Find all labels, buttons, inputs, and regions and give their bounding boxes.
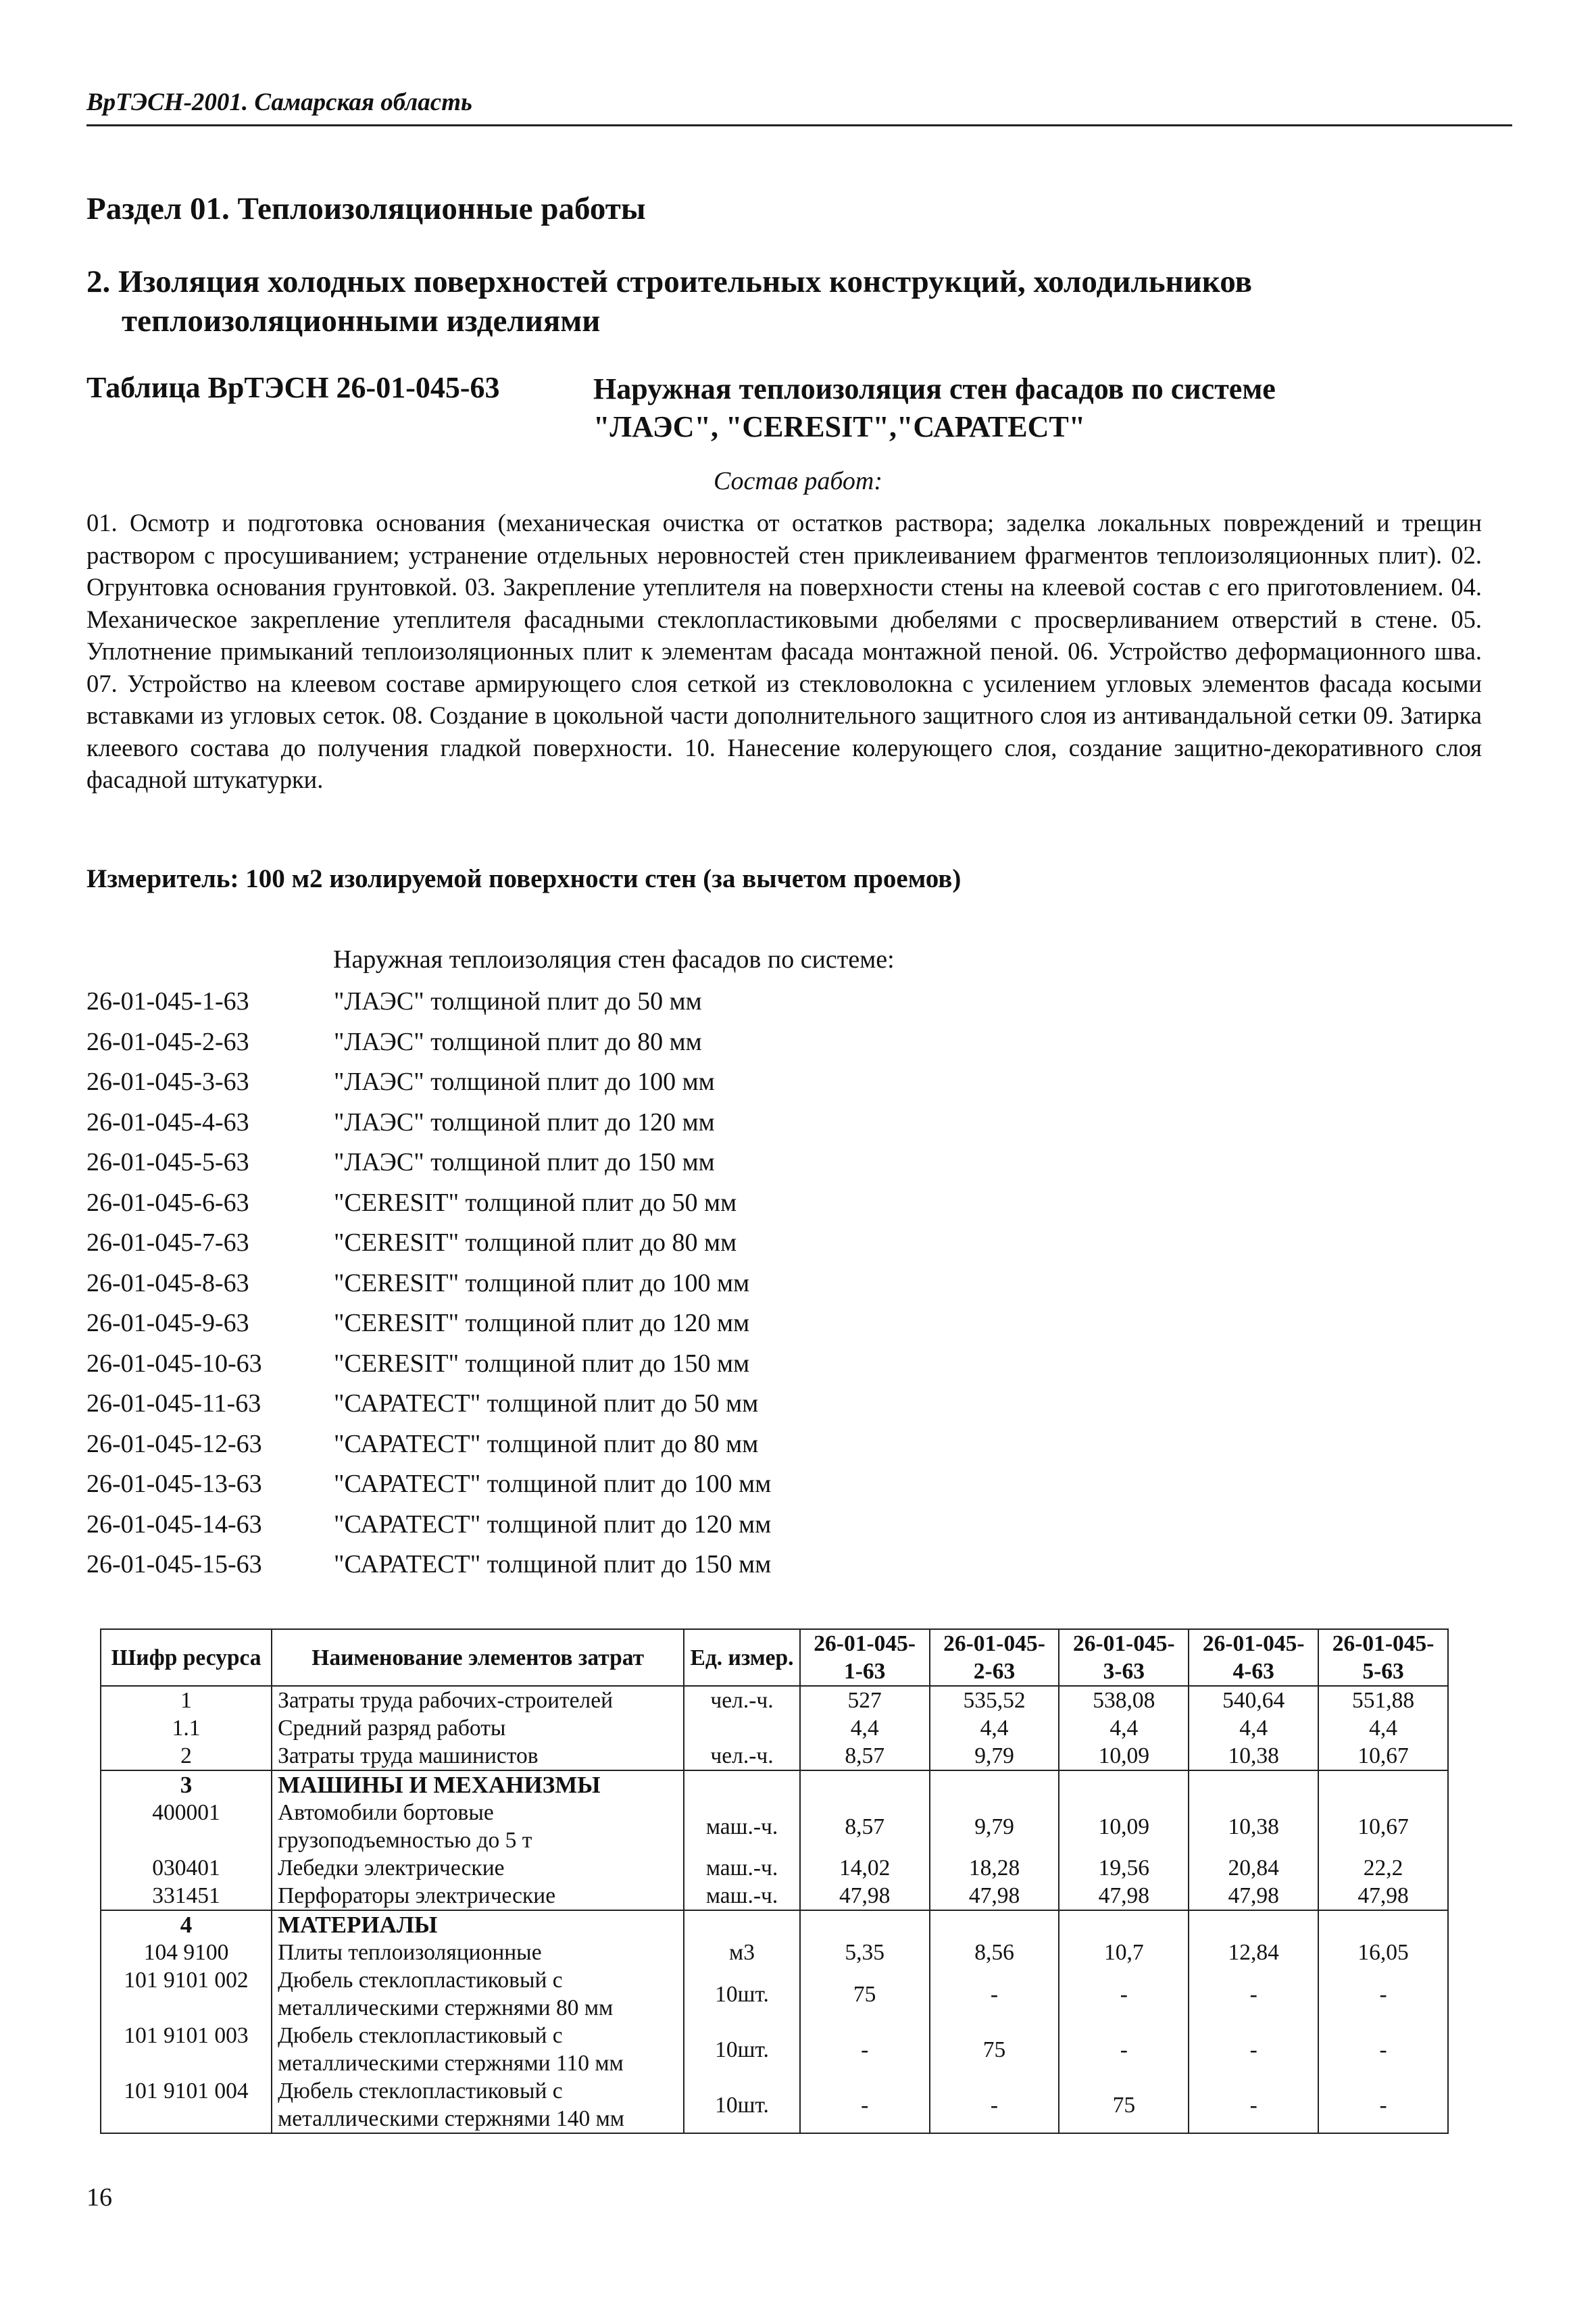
item-code: 26-01-045-13-63 [86,1470,262,1498]
cell-value: 527 [800,1686,930,1714]
cell-value: 75 [800,1966,930,2022]
item-code: 26-01-045-4-63 [86,1107,249,1137]
cell-code: 030401 [101,1854,272,1882]
cell-value: 14,02 [800,1854,930,1882]
cell-value: - [1059,2022,1189,2077]
list-item [86,1389,771,1429]
cell-code: 101 9101 003 [101,2022,272,2077]
cell-code: 101 9101 002 [101,1966,272,2022]
item-code: 26-01-045-8-63 [86,1268,249,1297]
item-name: "CERESIT" толщиной плит до 50 мм [334,1188,737,1217]
cell-unit: чел.-ч. [684,1742,799,1770]
cell-value: 12,84 [1189,1939,1318,1966]
cell-unit: маш.-ч. [684,1854,799,1882]
cell-code: 104 9100 [101,1939,272,1966]
item-code: 26-01-045-5-63 [86,1148,249,1176]
cell-unit [684,1910,799,1939]
item-name: "CERESIT" толщиной плит до 80 мм [334,1228,737,1257]
col-header-value-3: 26-01-045-3-63 [1059,1629,1189,1686]
table-row [101,1742,1448,1770]
cell-value [800,1770,930,1799]
cell-value: - [1318,1966,1448,2022]
item-name: "ЛАЭС" толщиной плит до 100 мм [334,1068,715,1096]
cell-value: 5,35 [800,1939,930,1966]
cell-unit [684,1770,799,1799]
cell-value [930,1910,1059,1939]
col-header-name: Наименование элементов затрат [272,1629,684,1686]
cell-code: 4 [101,1910,272,1939]
table-title-line-2: "ЛАЭС", "CERESIT","САРАТЕСТ" [593,410,1086,443]
item-code: 26-01-045-2-63 [86,1027,249,1056]
cell-value [930,1770,1059,1799]
item-name: "ЛАЭС" толщиной плит до 120 мм [334,1107,715,1137]
cell-value: 16,05 [1318,1939,1448,1966]
cell-value: 18,28 [930,1854,1059,1882]
cell-value: 9,79 [930,1742,1059,1770]
table-header-row [101,1629,1448,1686]
cell-name: Лебедки электрические [272,1854,684,1882]
cell-value: 8,56 [930,1939,1059,1966]
item-code: 26-01-045-9-63 [86,1309,249,1337]
item-code: 26-01-045-3-63 [86,1068,249,1096]
cell-value: 10,09 [1059,1799,1189,1854]
cell-value: - [1189,1966,1318,2022]
cell-name: Дюбель стеклопластиковый с металлическими стержнями 80 мм [272,1966,684,2022]
cell-value: 47,98 [1059,1882,1189,1910]
item-name: "САРАТЕСТ" толщиной плит до 50 мм [334,1389,759,1418]
cell-value [1059,1770,1189,1799]
cell-name: Плиты теплоизоляционные [272,1939,684,1966]
cell-value [1189,1770,1318,1799]
cell-value [1318,1910,1448,1939]
cell-code: 101 9101 004 [101,2077,272,2133]
cell-value [1059,1910,1189,1939]
header-rule [86,124,1512,126]
list-item [86,1027,771,1068]
item-code: 26-01-045-15-63 [86,1550,262,1578]
cell-value: - [1189,2022,1318,2077]
cell-value: 10,09 [1059,1742,1189,1770]
cell-value: - [930,1966,1059,2022]
item-name: "САРАТЕСТ" толщиной плит до 80 мм [334,1429,759,1458]
cell-value: 10,67 [1318,1799,1448,1854]
list-item [86,1067,771,1107]
item-code: 26-01-045-1-63 [86,987,249,1016]
cell-value: 538,08 [1059,1686,1189,1714]
list-item [86,1147,771,1188]
table-title-line-1: Наружная теплоизоляция стен фасадов по системе [593,372,1276,405]
list-item [86,1429,771,1470]
cell-value: 4,4 [930,1714,1059,1742]
cell-unit: 10шт. [684,2077,799,2133]
item-code: 26-01-045-14-63 [86,1510,262,1539]
cell-name: Дюбель стеклопластиковый с металлическими стержнями 140 мм [272,2077,684,2133]
item-name: "CERESIT" толщиной плит до 120 мм [334,1309,750,1337]
list-item [86,1349,771,1389]
col-header-code: Шифр ресурса [101,1629,272,1686]
subsection-line-2: теплоизоляционными изделиями [122,303,601,339]
cell-value: 551,88 [1318,1686,1448,1714]
item-code: 26-01-045-6-63 [86,1188,249,1217]
cell-value: - [1318,2022,1448,2077]
col-header-unit: Ед. измер. [684,1629,799,1686]
work-composition-text: 01. Осмотр и подготовка основания (механическая очистка от остатков раствора; заделка локальных повреждений и трещин раствором с просушиванием; устранение отдельных неровностей стен приклеиванием фрагментов теплоизоляционных плит). 02. Огрунтовка основания грунтовкой. 03. Закрепление утеплителя на поверхности стены на клеевой состав с его приготовлением. 04. Механическое закрепление утеплителя фасадными стеклопластиковыми дюбелями с просверливанием отверстий в стене. 05. Уплотнение примыканий теплоизоляционных плит к элементам фасада монтажной пеной. 06. Устройство деформационного шва. 07. Устройство на клеевом составе армирующего слоя сеткой из стекловолокна с усилением угловых элементов фасада косыми вставками из угловых сеток. 08. Создание в цокольной части дополнительного защитного слоя из антивандальной сетки 09. Затирка клеевого состава до получения гладкой поверхности. 10. Нанесение колерующего слоя, создание защитно-декоративного слоя фасадной штукатурки. [86,509,1482,793]
cell-value: 47,98 [930,1882,1059,1910]
cell-name: МАШИНЫ И МЕХАНИЗМЫ [272,1770,684,1799]
cell-value: 9,79 [930,1799,1059,1854]
cell-value: 47,98 [1318,1882,1448,1910]
col-header-value-2: 26-01-045-2-63 [930,1629,1059,1686]
cell-value: 4,4 [1318,1714,1448,1742]
list-item [86,1228,771,1268]
cell-value: - [930,2077,1059,2133]
cell-value: 47,98 [800,1882,930,1910]
item-code: 26-01-045-12-63 [86,1429,262,1458]
cell-value: 8,57 [800,1799,930,1854]
item-name: "ЛАЭС" толщиной плит до 80 мм [334,1027,702,1056]
cell-value: 8,57 [800,1742,930,1770]
cell-value [1189,1910,1318,1939]
cell-value: 19,56 [1059,1854,1189,1882]
table-title [593,370,1472,446]
cell-value: 10,38 [1189,1799,1318,1854]
col-header-value-1: 26-01-045-1-63 [800,1629,930,1686]
table-row [101,1910,1448,1939]
cell-value [1318,1770,1448,1799]
cell-name: Средний разряд работы [272,1714,684,1742]
table-row [101,1770,1448,1799]
list-item [86,1469,771,1510]
cell-value [800,1910,930,1939]
resource-table [100,1628,1449,2134]
cell-code: 1 [101,1686,272,1714]
item-name: "САРАТЕСТ" толщиной плит до 120 мм [334,1510,772,1539]
cell-value: 10,7 [1059,1939,1189,1966]
item-name: "ЛАЭС" толщиной плит до 150 мм [334,1148,715,1176]
list-item [86,987,771,1027]
list-item [86,1188,771,1228]
list-item [86,1308,771,1349]
list-item [86,1107,771,1148]
cell-unit: 10шт. [684,1966,799,2022]
item-name: "САРАТЕСТ" толщиной плит до 150 мм [334,1550,772,1578]
cell-code: 331451 [101,1882,272,1910]
col-header-value-4: 26-01-045-4-63 [1189,1629,1318,1686]
table-row [101,1939,1448,1966]
cell-value: 4,4 [800,1714,930,1742]
cell-name: Затраты труда рабочих-строителей [272,1686,684,1714]
list-item [86,1549,771,1590]
cell-unit: 10шт. [684,2022,799,2077]
page-number: 16 [86,2183,112,2212]
table-row [101,1714,1448,1742]
cell-code: 1.1 [101,1714,272,1742]
cell-name: МАТЕРИАЛЫ [272,1910,684,1939]
cell-value: 22,2 [1318,1854,1448,1882]
cell-name: Дюбель стеклопластиковый с металлическими стержнями 110 мм [272,2022,684,2077]
table-row [101,1966,1448,2022]
cell-value: - [800,2077,930,2133]
item-name: "CERESIT" толщиной плит до 150 мм [334,1349,750,1378]
cell-value: 4,4 [1189,1714,1318,1742]
cell-value: 4,4 [1059,1714,1189,1742]
item-code: 26-01-045-7-63 [86,1228,249,1257]
table-row [101,1799,1448,1854]
col-header-value-5: 26-01-045-5-63 [1318,1629,1448,1686]
subsection-line-1: 2. Изоляция холодных поверхностей строительных конструкций, холодильников [86,264,1252,299]
cell-unit: чел.-ч. [684,1686,799,1714]
cell-value: 535,52 [930,1686,1059,1714]
list-item [86,1268,771,1309]
table-row [101,2022,1448,2077]
section-title: Раздел 01. Теплоизоляционные работы [86,191,646,226]
cell-value: 75 [930,2022,1059,2077]
table-row [101,1882,1448,1910]
cell-unit: маш.-ч. [684,1882,799,1910]
item-name: "ЛАЭС" толщиной плит до 50 мм [334,987,702,1016]
cell-unit: маш.-ч. [684,1799,799,1854]
subsection-title [86,262,1505,341]
items-list-heading: Наружная теплоизоляция стен фасадов по системе: [333,945,895,974]
cell-value: 47,98 [1189,1882,1318,1910]
cell-name: Автомобили бортовые грузоподъемностью до 5 т [272,1799,684,1854]
table-code: Таблица ВрТЭСН 26-01-045-63 [86,371,500,404]
cell-value: - [1318,2077,1448,2133]
table-row [101,2077,1448,2133]
cell-value: 75 [1059,2077,1189,2133]
running-title: ВрТЭСН-2001. Самарская область [86,89,472,116]
list-item [86,1510,771,1550]
cell-name: Перфораторы электрические [272,1882,684,1910]
cell-value: 540,64 [1189,1686,1318,1714]
cell-value: - [1189,2077,1318,2133]
cell-value: - [800,2022,930,2077]
item-name: "CERESIT" толщиной плит до 100 мм [334,1268,750,1297]
item-code: 26-01-045-10-63 [86,1349,262,1378]
cell-code: 2 [101,1742,272,1770]
items-list [86,987,771,1590]
measure-unit: Измеритель: 100 м2 изолируемой поверхности стен (за вычетом проемов) [86,864,962,893]
table-row [101,1854,1448,1882]
table-row [101,1686,1448,1714]
cell-value: 10,67 [1318,1742,1448,1770]
cell-value: 20,84 [1189,1854,1318,1882]
cell-name: Затраты труда машинистов [272,1742,684,1770]
cell-code: 400001 [101,1799,272,1854]
work-composition-label: Состав работ: [713,467,883,495]
cell-code: 3 [101,1770,272,1799]
cell-value: 10,38 [1189,1742,1318,1770]
cell-value: - [1059,1966,1189,2022]
item-code: 26-01-045-11-63 [86,1389,261,1418]
item-name: "САРАТЕСТ" толщиной плит до 100 мм [334,1470,772,1498]
cell-unit [684,1714,799,1742]
cell-unit: м3 [684,1939,799,1966]
